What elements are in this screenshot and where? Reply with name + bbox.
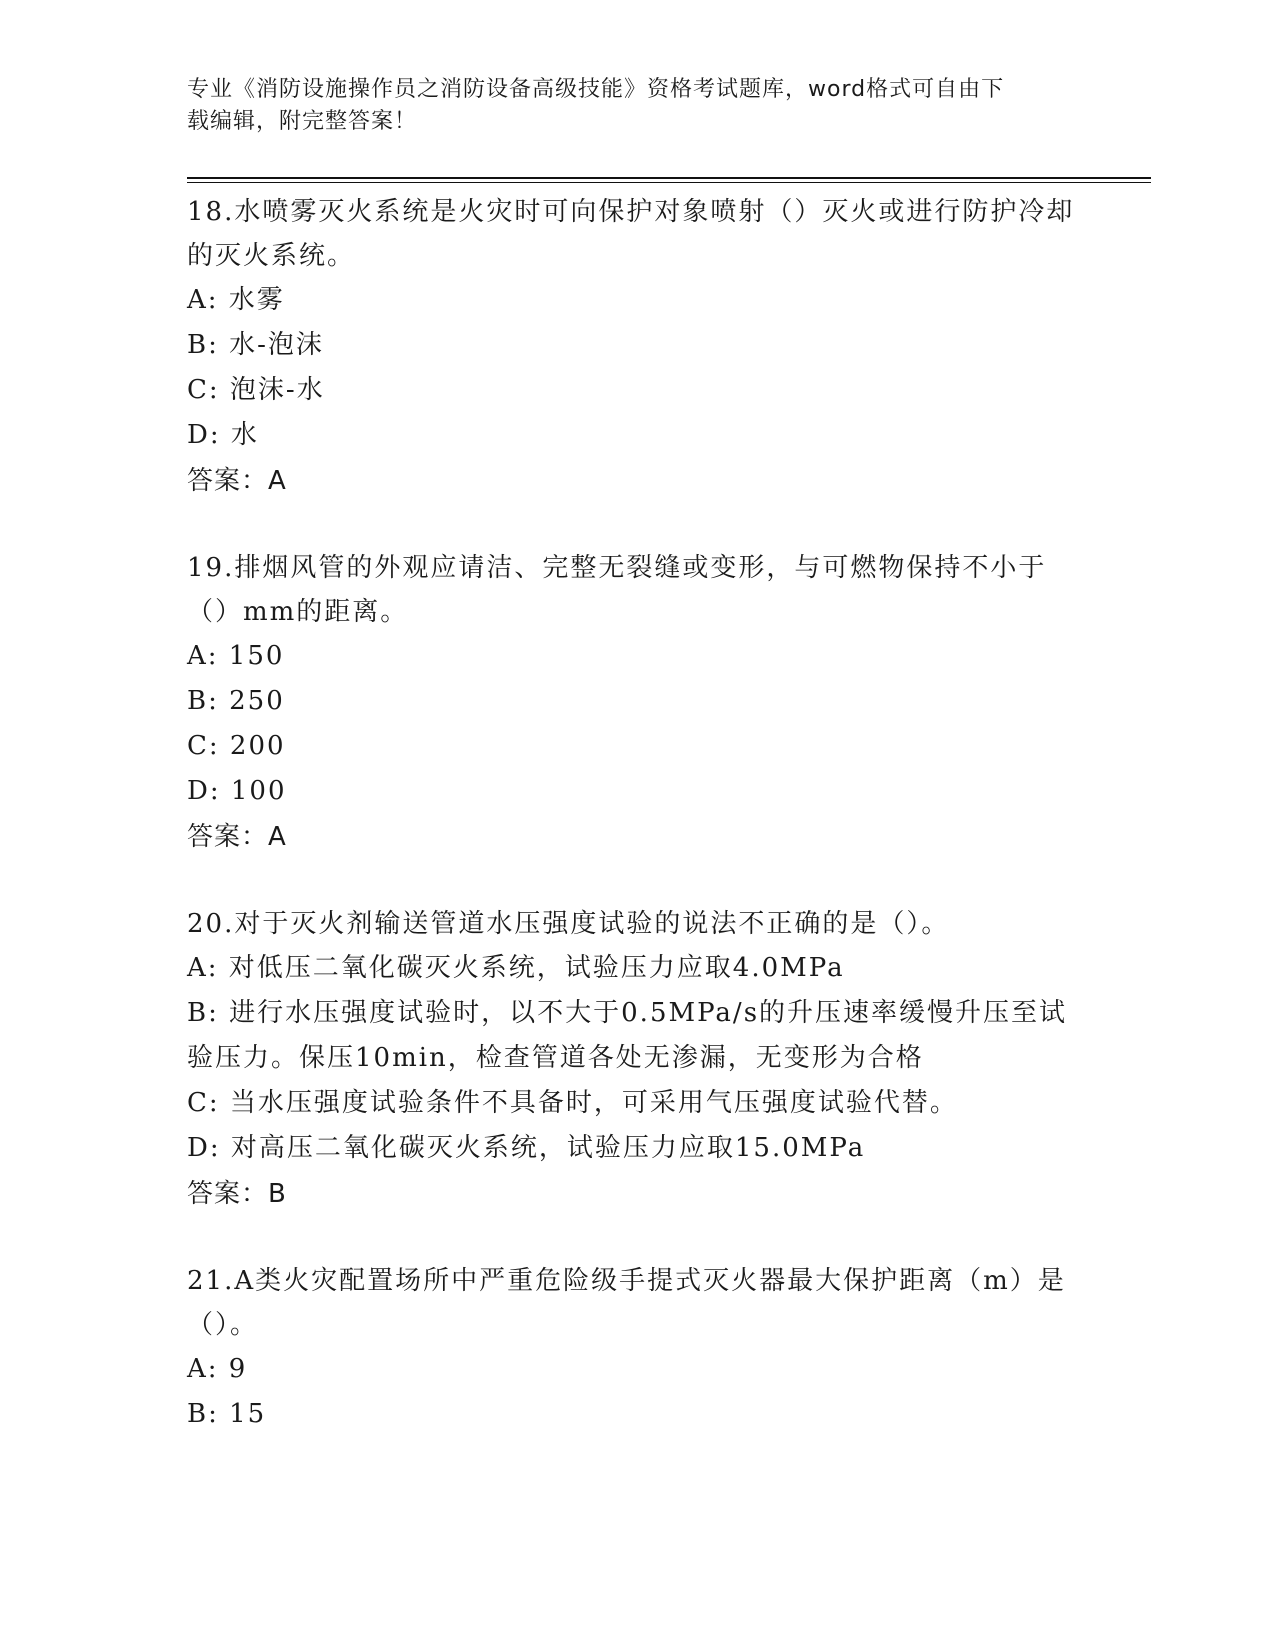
question-stem: 18.水喷雾灭火系统是火灾时可向保护对象喷射（）灭火或进行防护冷却的灭火系统。 (187, 197, 1075, 271)
question-list (187, 190, 1087, 1437)
option-d: D: 对高压二氧化碳灭火系统，试验压力应取15.0MPa (187, 1133, 866, 1163)
answer-line: 答案：A (187, 466, 287, 496)
option-a: A: 9 (187, 1354, 248, 1384)
option-b: B: 250 (187, 686, 285, 716)
option-a: A: 对低压二氧化碳灭火系统，试验压力应取4.0MPa (187, 953, 845, 983)
header-divider-thick (187, 177, 1151, 179)
option-b: B: 进行水压强度试验时，以不大于0.5MPa/s的升压速率缓慢升压至试验压力。保压10min，检查管道各处无渗漏，无变形为合格 (187, 998, 1068, 1073)
question-stem: 20.对于灭火剂输送管道水压强度试验的说法不正确的是（）。 (187, 909, 950, 939)
answer-line: 答案：A (187, 822, 287, 852)
option-b: B: 15 (187, 1399, 267, 1429)
question-spacer (187, 1217, 1087, 1259)
document-header (187, 74, 1087, 138)
option-c: C: 当水压强度试验条件不具备时，可采用气压强度试验代替。 (187, 1088, 958, 1118)
header-divider-thin (187, 182, 1151, 183)
question-spacer (187, 504, 1087, 546)
question-21 (187, 1259, 1087, 1437)
question-spacer (187, 860, 1087, 902)
question-19 (187, 546, 1087, 860)
option-a: A: 150 (187, 641, 285, 671)
question-stem: 19.排烟风管的外观应请洁、完整无裂缝或变形，与可燃物保持不小于（）mm的距离。 (187, 553, 1047, 627)
header-line-1: 专业《消防设施操作员之消防设备高级技能》资格考试题库，word格式可自由下 (187, 77, 1005, 102)
option-d: D: 水 (187, 420, 259, 450)
answer-line: 答案：B (187, 1179, 287, 1209)
option-d: D: 100 (187, 776, 287, 806)
question-stem: 21.A类火灾配置场所中严重危险级手提式灭火器最大保护距离（m）是（）。 (187, 1266, 1066, 1340)
question-18 (187, 190, 1087, 504)
option-c: C: 泡沫-水 (187, 375, 325, 405)
header-line-2: 载编辑，附完整答案！ (187, 109, 418, 134)
option-a: A: 水雾 (187, 285, 285, 315)
option-c: C: 200 (187, 731, 286, 761)
option-b: B: 水-泡沫 (187, 330, 324, 360)
question-20 (187, 902, 1087, 1217)
